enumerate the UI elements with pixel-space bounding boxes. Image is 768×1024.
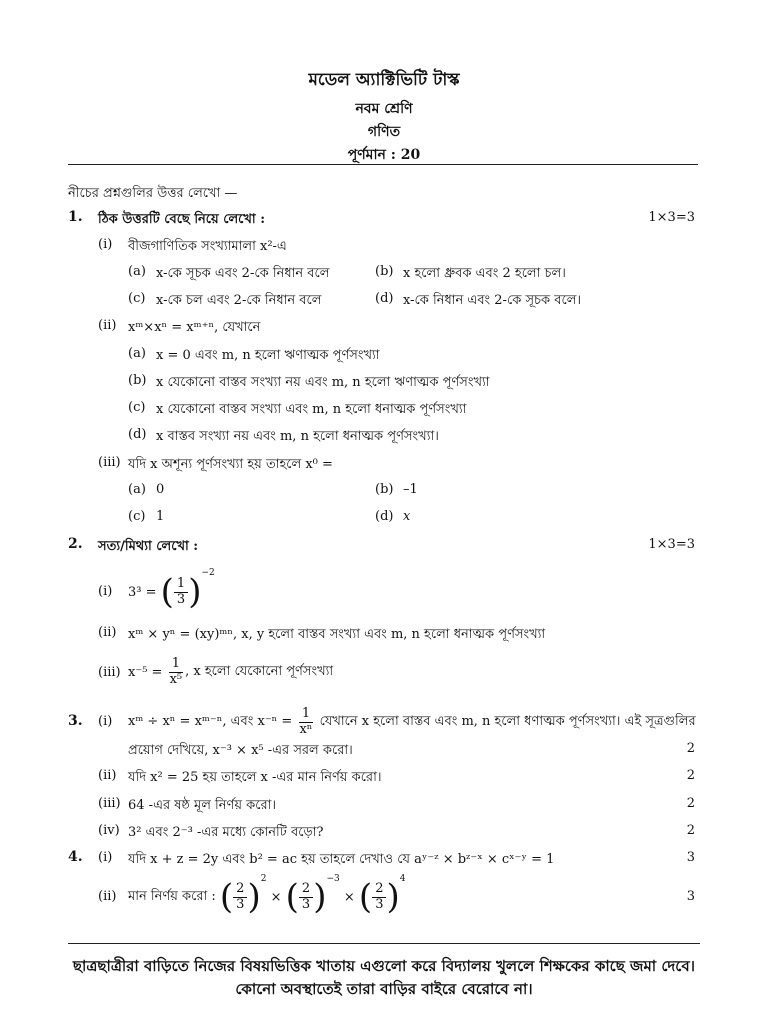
q3-i-line1a: xᵐ ÷ xⁿ = xᵐ⁻ⁿ, এবং x⁻ⁿ = — [128, 713, 293, 729]
q2-heading: সত্য/মিথ্যা লেখো : — [98, 539, 199, 554]
q1-ii-d-label: (d) — [128, 427, 147, 442]
q1-i-stem: বীজগাণিতিক সংখ্যামালা x²-এ — [128, 239, 287, 254]
q2-i-lhs: 3³ = — [128, 584, 157, 600]
q2-i-fraction — [174, 577, 188, 607]
q2-i-expression — [128, 566, 215, 618]
q1-iii-b: –1 — [403, 482, 418, 497]
q4-number: 4. — [68, 849, 83, 865]
q2-i-label: (i) — [98, 584, 113, 599]
exponent-1: 2 — [260, 874, 267, 884]
q2-iii-rest: , x হলো যেকোনো পূর্ণসংখ্যা — [185, 663, 334, 679]
q1-i-a: x-কে সূচক এবং 2-কে নিধান বলে — [156, 266, 330, 281]
q1-iii-c: 1 — [156, 509, 165, 524]
numerator: 1 — [169, 657, 183, 672]
footer-line-1: ছাত্রছাত্রীরা বাড়িতে নিজের বিষয়ভিত্তিক খাতায় এগুলো করে বিদ্যালয় খুললে শিক্ষকের কাছে জমা দেবে। — [72, 957, 696, 975]
denominator: x⁵ — [169, 671, 183, 687]
numerator: 1 — [174, 577, 188, 592]
q1-i-label: (i) — [98, 237, 113, 252]
q1-iii-a: 0 — [156, 482, 165, 497]
q1-ii-c: x যেকোনো বাস্তব সংখ্যা এবং m, n হলো ধনাত্মক পূর্ণসংখ্যা — [156, 402, 467, 417]
q1-number: 1. — [68, 209, 83, 225]
left-paren: ( — [285, 877, 299, 917]
q3-i-marks: 2 — [686, 741, 695, 756]
q3-iii-marks: 2 — [686, 796, 695, 811]
denominator: 3 — [375, 896, 384, 912]
q3-iii-text: 64 -এর ষষ্ঠ মূল নির্ণয় করো। — [128, 798, 277, 813]
q4-i-marks: 3 — [686, 850, 695, 865]
numerator: 2 — [372, 882, 386, 897]
q4-ii-fraction-1 — [233, 882, 247, 912]
q3-iv-label: (iv) — [98, 823, 120, 838]
denominator: xⁿ — [299, 721, 313, 737]
q1-heading: ঠিক উত্তরটি বেছে নিয়ে লেখো : — [98, 212, 266, 227]
numerator: 1 — [299, 707, 313, 722]
page-title: মডেল অ্যাক্টিভিটি টাস্ক — [308, 70, 460, 90]
q2-iii-expression — [128, 652, 333, 692]
q3-i-line2: প্রয়োগ দেখিয়ে, x⁻³ × x⁵ -এর সরল করো। — [128, 743, 353, 758]
left-paren: ( — [358, 877, 373, 917]
q4-ii-fraction-2 — [299, 882, 313, 912]
denominator: 3 — [301, 896, 311, 912]
denominator: 3 — [176, 591, 186, 607]
q4-ii-fraction-3 — [372, 882, 386, 912]
footer-divider — [68, 943, 700, 944]
q1-ii-a-label: (a) — [128, 346, 146, 361]
q1-i-d-label: (d) — [375, 291, 394, 306]
q3-iv-marks: 2 — [686, 823, 695, 838]
q1-ii-d: x বাস্তব সংখ্যা নয় এবং m, n হলো ধনাত্মক পূর্ণসংখ্যা। — [156, 429, 439, 444]
q1-ii-b: x যেকোনো বাস্তব সংখ্যা নয় এবং m, n হলো ঋণাত্মক পূর্ণসংখ্যা — [156, 375, 490, 390]
footer-line-2: কোনো অবস্থাতেই তারা বাড়ির বাইরে বেরোবে না। — [235, 980, 533, 998]
q4-i-label: (i) — [98, 850, 113, 865]
exponent-3: 4 — [399, 874, 406, 884]
q4-ii-label: (ii) — [98, 889, 117, 904]
right-paren: ) — [188, 572, 202, 612]
denominator: 3 — [236, 896, 245, 912]
q1-i-b-label: (b) — [375, 264, 394, 279]
exponent-2: −3 — [326, 874, 340, 884]
q1-i-d: x-কে নিধান এবং 2-কে সূচক বলে। — [403, 293, 582, 308]
q4-i-text: যদি x + z = 2y এবং b² = ac হয় তাহলে দেখাও যে aʸ⁻ᶻ × bᶻ⁻ˣ × cˣ⁻ʸ = 1 — [128, 852, 555, 867]
q4-ii-marks: 3 — [686, 889, 695, 904]
left-paren: ( — [219, 877, 234, 917]
instruction: নীচের প্রশ্নগুলির উত্তর লেখো — — [68, 186, 238, 201]
q2-iii-lhs: x⁻⁵ = — [128, 664, 163, 680]
q1-iii-b-label: (b) — [375, 482, 394, 497]
q1-i-b: x হলো ধ্রুবক এবং 2 হলো চল। — [403, 266, 566, 281]
q2-number: 2. — [68, 536, 83, 552]
left-paren: ( — [160, 572, 174, 612]
q2-iii-fraction — [167, 657, 186, 687]
q1-ii-b-label: (b) — [128, 373, 147, 388]
q2-i-exponent: −2 — [201, 568, 215, 578]
q1-ii-a: x = 0 এবং m, n হলো ঋণাত্মক পূর্ণসংখ্যা — [156, 348, 380, 363]
q1-iii-label: (iii) — [98, 455, 121, 470]
q2-iii-label: (iii) — [98, 665, 121, 680]
q3-i-line1b: যেখানে x হলো বাস্তব এবং m, n হলো ধণাত্মক পূর্ণসংখ্যা। এই সূত্রগুলির — [319, 713, 696, 729]
right-paren: ) — [313, 877, 327, 917]
q1-iii-stem: যদি x অশূন্য পূর্ণসংখ্যা হয় তাহলে x⁰ = — [128, 457, 333, 472]
q3-i-line1 — [128, 702, 696, 742]
q1-iii-a-label: (a) — [128, 482, 146, 497]
q1-marks: 1×3=3 — [648, 210, 695, 225]
q1-i-c-label: (c) — [128, 291, 146, 306]
q2-ii-label: (ii) — [98, 625, 117, 640]
q3-i-label: (i) — [98, 714, 113, 729]
q1-iii-d: x — [403, 509, 411, 524]
q1-iii-d-label: (d) — [375, 509, 394, 524]
q2-marks: 1×3=3 — [648, 537, 695, 552]
q1-ii-stem: xᵐ×xⁿ = xᵐ⁺ⁿ, যেখানে — [128, 320, 261, 335]
class-label: নবম শ্রেণি — [355, 101, 413, 117]
q3-i-fraction — [296, 707, 315, 737]
header-divider — [68, 164, 698, 165]
right-paren: ) — [247, 877, 261, 917]
q3-number: 3. — [68, 713, 83, 729]
q4-ii-prefix: মান নির্ণয় করো : — [128, 888, 216, 904]
times-sign: × — [270, 889, 282, 905]
q4-ii-expression — [128, 872, 405, 922]
q1-i-c: x-কে চল এবং 2-কে নিধান বলে — [156, 293, 322, 308]
q3-ii-marks: 2 — [686, 768, 695, 783]
q1-ii-c-label: (c) — [128, 400, 146, 415]
q3-iii-label: (iii) — [98, 796, 121, 811]
q1-i-a-label: (a) — [128, 264, 146, 279]
full-marks-label: পূর্ণমান : 20 — [347, 147, 421, 163]
subject-label: গণিত — [367, 124, 401, 140]
numerator: 2 — [233, 882, 247, 897]
q3-iv-text: 3² এবং 2⁻³ -এর মধ্যে কোনটি বড়ো? — [128, 825, 324, 840]
times-sign: × — [343, 889, 355, 905]
right-paren: ) — [386, 877, 400, 917]
q1-ii-label: (ii) — [98, 318, 117, 333]
q2-ii-text: xᵐ × yⁿ = (xy)ᵐⁿ, x, y হলো বাস্তব সংখ্যা এবং m, n হলো ধনাত্মক পূর্ণসংখ্যা — [128, 627, 546, 642]
q1-iii-c-label: (c) — [128, 509, 146, 524]
q3-ii-label: (ii) — [98, 768, 117, 783]
q3-ii-text: যদি x² = 25 হয় তাহলে x -এর মান নির্ণয় করো। — [128, 770, 382, 785]
numerator: 2 — [299, 882, 313, 897]
